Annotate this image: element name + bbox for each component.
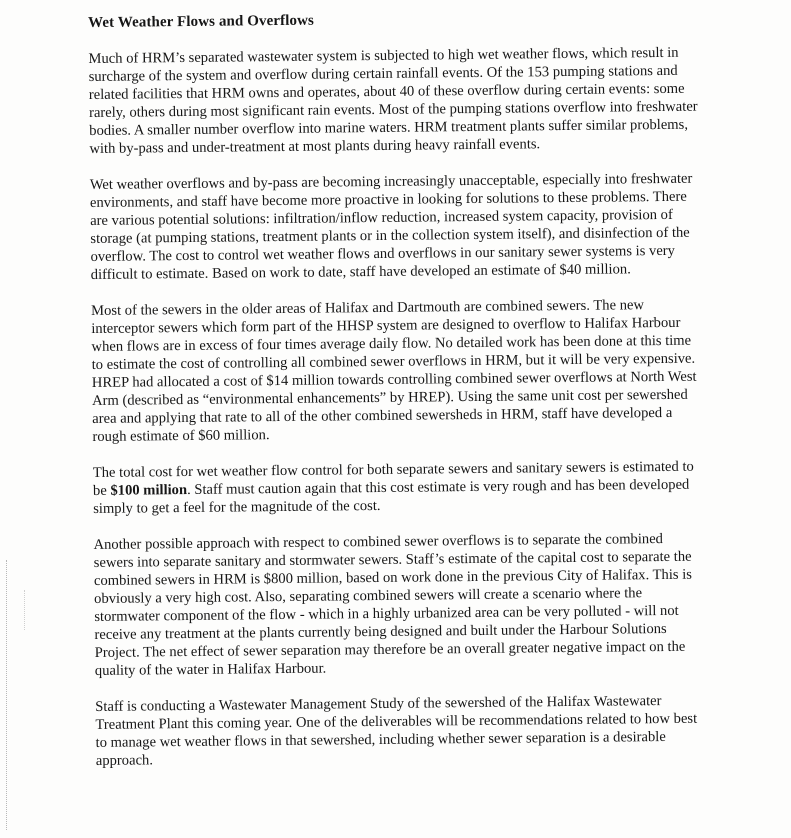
total-cost-text-before: The total cost for wet weather flow control for both separate sewers and sanitary sewers is estimated to be — [92, 458, 694, 499]
scan-binding-mark — [24, 590, 26, 630]
paragraph-separated-system: Much of HRM’s separated wastewater system is subjected to high wet weather flows, which result in surcharge of the system and overflow during certain rainfall events. Of the 153 pumping stations and related facilities that HRM owns and operates, about 40 of these overflow during certain events: some rarely, others during most significant rain events. Most of the pumping stations overflow into freshwater bodies. A smaller number overflow into marine waters. HRM treatment plants suffer similar problems, with by-pass and under-treatment at most plants during heavy rainfall events. — [88, 44, 698, 157]
total-cost-text-after: . Staff must caution again that this cost estimate is very rough and has been developed simply to get a feel for the magnitude of the cost. — [93, 476, 690, 517]
scan-binding-edge — [6, 560, 9, 830]
paragraph-combined-sewers: Most of the sewers in the older areas of Halifax and Dartmouth are combined sewers. The new interceptor sewers which form part of the HHSP system are designed to overflow to Halifax Harbour when flows are in excess of four times average daily flow. No detailed work has been done at this time to estimate the cost of controlling all combined sewer overflows in HRM, but it will be very expensive. HREP had allocated a cost of $14 million towards controlling combined sewer overflows at North West Arm (described as “environmental enhancements” by HREP). Using the same unit cost per sewershed area and applying that rate to all of the other combined sewersheds in HRM, staff have developed a rough estimate of $60 million. — [91, 297, 697, 445]
document-body — [88, 8, 706, 788]
paragraph-management-study: Staff is conducting a Wastewater Management Study of the sewershed of the Halifax Wastewater Treatment Plant this coming year. One of the deliverables will be recommendations related to how best to manage wet weather flows in that sewershed, including whether sewer separation is a desirable approach. — [95, 693, 698, 769]
paragraph-overflow-solutions: Wet weather overflows and by-pass are becoming increasingly unacceptable, especially into freshwater environments, and staff have become more proactive in looking for solutions to these problems. There are various potential solutions: infiltration/inflow reduction, increased system capacity, provision of storage (at pumping stations, treatment plants or in the collection system itself), and disinfection of the overflow. The cost to control wet weather flows and overflows in our sanitary sewer systems is very difficult to estimate. Based on work to date, staff have developed an estimate of $40 million. — [89, 170, 693, 283]
total-cost-amount: $100 million — [110, 481, 188, 499]
paragraph-total-cost — [93, 458, 704, 518]
paragraph-sewer-separation: Another possible approach with respect to combined sewer overflows is to separate the combined sewers into separate sanitary and stormwater sewers. Staff’s estimate of the capital cost to separate the combined sewers in HRM is $800 million, based on work done in the previous City of Halifax. This is obviously a very high cost. Also, separating combined sewers will create a scenario where the stormwater component of the flow - which in a highly urbanized area can be very polluted - will not receive any treatment at the plants currently being designed and built under the Harbour Solutions Project. The net effect of sewer separation may therefore be an overall greater negative impact on the quality of the water in Halifax Harbour. — [93, 531, 693, 679]
section-heading: Wet Weather Flows and Overflows — [88, 12, 315, 31]
